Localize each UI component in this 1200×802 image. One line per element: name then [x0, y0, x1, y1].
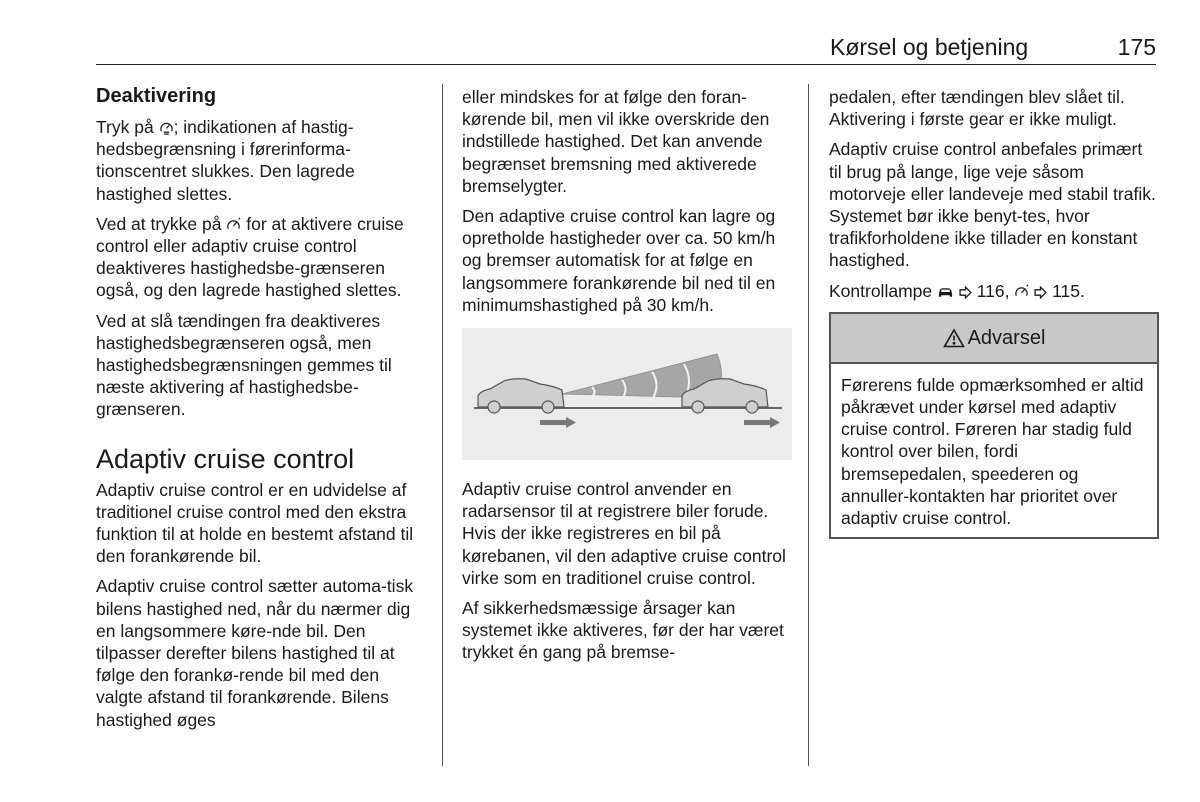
paragraph: Ved at trykke på for at aktivere cruise control eller adaptiv cruise control deaktiveres hastighedsbe-grænseren også, og den lagrede hastighed slettes. [96, 213, 404, 301]
paragraph: Adaptiv cruise control er en udvidelse af traditionel cruise control med den ekstra funktion til at holde en bestemt afstand til den forankørende bil. [96, 479, 414, 567]
radar-illustration-graphic [462, 328, 792, 460]
paragraph: Af sikkerhedsmæssige årsager kan systemet ikke aktiveres, før der har været trykket én gang på bremse- [462, 598, 784, 663]
section-title: Kørsel og betjening [830, 34, 1029, 60]
column-left [96, 84, 426, 739]
header-divider [96, 64, 1156, 65]
column-right [829, 86, 1159, 539]
paragraph: pedalen, efter tændingen blev slået til. Aktivering i første gear er ikke muligt. [829, 87, 1125, 130]
column-divider [808, 84, 809, 766]
kontrollampe-line: Kontrollampe 116, 115. [829, 280, 1085, 301]
paragraph: Tryk på ; indikationen af hastig-hedsbegrænsning i førerinforma-tionscentret slukkes. Den lagrede hastighed slettes. [96, 117, 355, 204]
page-number: 175 [1117, 34, 1156, 60]
arrow-reference-icon [959, 286, 972, 299]
column-divider [442, 84, 443, 766]
heading-deaktivering: Deaktivering [96, 85, 217, 107]
paragraph: Adaptiv cruise control anvender en radarsensor til at registrere biler forude. Hvis der ikke registreres en bil på kørebanen, vil den adaptive cruise control virke som en traditionel cruise control. [462, 479, 786, 588]
heading-adaptiv-cruise-control: Adaptiv cruise control [96, 443, 355, 474]
paragraph: Adaptiv cruise control sætter automa-tisk bilens hastighed ned, når du nærmer dig en langsommere køre-nde bil. Den tilpasser derefter bilens hastighed til at følge den forankø-rende bil med den valgte afstand til forankørende. Bilens hastighed øges [96, 576, 414, 730]
paragraph: Den adaptive cruise control kan lagre og opretholde hastigheder over ca. 50 km/h og bremser automatisk for at følge en langsommere forankørende bil ned til en minimumshastighed på 30 km/h. [462, 206, 776, 315]
cruise-control-icon [1014, 284, 1029, 299]
radar-illustration [462, 328, 792, 460]
vehicle-ahead-icon [937, 285, 954, 299]
arrow-reference-icon [1034, 286, 1047, 299]
warning-text: Førerens fulde opmærksomhed er altid påkrævet under kørsel med adaptiv cruise control. Føreren har stadig fuld kontrol over bilen, fordi bremsepedalen, speederen og annuller-kontakten har prioritet over adaptiv cruise control. [841, 374, 1144, 529]
warning-title: Advarsel [967, 326, 1046, 349]
cruise-control-icon [226, 217, 241, 232]
warning-box [829, 312, 1159, 539]
warning-triangle-icon [943, 328, 965, 348]
paragraph: Ved at slå tændingen fra deaktiveres hastighedsbegrænseren også, men hastighedsbegrænsningen gemmes til næste aktivering af hastighedsbe-grænseren. [96, 310, 392, 420]
speed-limiter-icon [159, 120, 174, 135]
paragraph: Adaptiv cruise control anbefales primært til brug på lange, lige veje såsom motorveje eller landeveje med stabil trafik. Systemet bør ikke benyt-tes, hvor trafikforholdene ikke tillader en konstant hastighed. [829, 139, 1156, 271]
paragraph: eller mindskes for at følge den foran-kørende bil, men vil ikke overskride den indstillede hastighed. Det kan anvende begrænset bremsning med aktiverede bremselygter. [462, 87, 770, 196]
column-middle [462, 86, 792, 672]
warning-header [831, 314, 1157, 364]
